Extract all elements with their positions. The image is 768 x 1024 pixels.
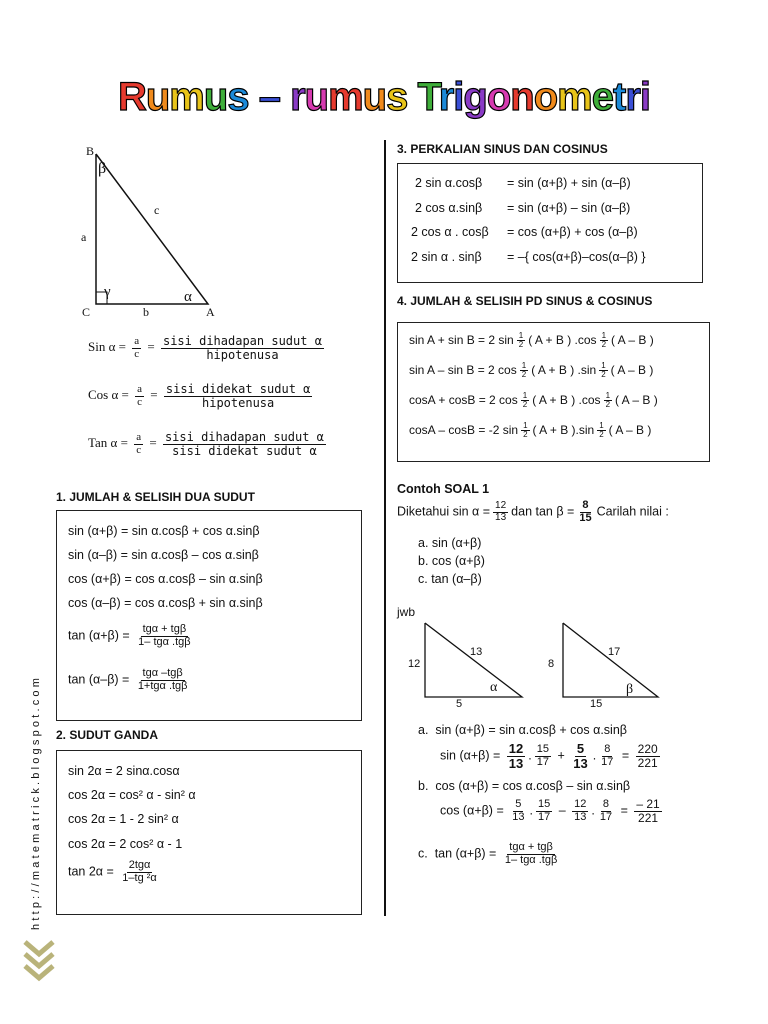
formula-row: sin (α+β) = sin α.cosβ + cos α.sinβ [68,524,260,538]
formula-row: cos 2α = 2 cos² α - 1 [68,837,183,851]
sum-diff-row: sin A + sin B = 2 sin $\frac{1}{2}$ ( A + B ) .cos $\frac{1}{2}$ ( A – B ) [409,331,654,350]
answer-b-line2: cos (α+β) = $\frac{5}{13}$ . $\frac{15}{17}$ – $\frac{12}{13}$ . $\frac{8}{17}$ = $\frac{- 21}{221}$ [440,797,660,825]
tri2-base-label: 15 [590,698,603,710]
example-item: b. cos (α+β) [418,554,485,568]
formula-tan-double: tan 2α = $\frac{\text{2tgα}}{\text{1–tg ²α}}$ [68,859,157,884]
formula-row: cos (α–β) = cos α.cosβ + sin α.sinβ [68,596,263,610]
tri1-hyp-label: 13 [470,646,483,658]
section-3-heading: 3. PERKALIAN SINUS DAN COSINUS [397,142,608,156]
formula-row: sin 2α = 2 sinα.cosα [68,764,180,778]
vertex-a-label: A [206,305,215,319]
answer-c: c. tan (α+β) = $\frac{\text{tgα + tgβ}}{\text{1– tgα .tgβ}}$ [418,841,558,866]
side-a-label: a [81,230,87,244]
product-row: 2 cos α.sinβ = sin (α+β) – sin (α–β) [415,201,631,215]
section-1-heading: 1. JUMLAH & SELISIH DUA SUDUT [56,490,255,504]
ratio-cos: Cos α = $\frac{a}{c}$ = $\frac{\text{sisi didekat sudut α}}{\text{hipotenusa}}$ [88,382,311,410]
formula-row: cos (α+β) = cos α.cosβ – sin α.sinβ [68,572,263,586]
vertex-c-label: C [82,305,91,319]
ratio-sin: Sin α = $\frac{a}{c}$ = $\frac{\text{sisi dihadapan sudut α}}{\text{hipotenusa}}$ [88,334,322,362]
tri1-base-label: 5 [456,698,463,710]
formula-row: cos 2α = 1 - 2 sin² α [68,812,179,826]
angle-gamma-label: γ [104,284,111,300]
formula-tan-plus: tan (α+β) = $\frac{\text{tgα + tgβ}}{\text{1– tgα .tgβ}}$ [68,623,191,648]
vertex-b-label: B [86,144,95,158]
tri1-side-label: 12 [408,658,421,670]
example-heading: Contoh SOAL 1 [397,482,490,496]
sum-diff-row: cosA – cosB = -2 sin $\frac{1}{2}$ ( A + B ).sin $\frac{1}{2}$ ( A – B ) [409,421,652,440]
example-question: Diketahui sin α = $\frac{12}{13}$ dan tan β = $\frac{8}{15}$ Carilah nilai : [397,499,669,524]
tri1-angle-label: α [490,680,498,695]
page-title: Rumus – rumus Trigonometri [117,75,651,119]
section-4-heading: 4. JUMLAH & SELISIH PD SINUS & COSINUS [397,294,653,308]
tri2-side-label: 8 [548,658,555,670]
column-divider [384,140,386,916]
example-item: a. sin (α+β) [418,536,482,550]
answer-b-line1: b. cos (α+β) = cos α.cosβ – sin α.sinβ [418,779,631,793]
product-row: 2 cos α . cosβ = cos (α+β) + cos (α–β) [411,225,638,239]
tri2-angle-label: β [626,682,634,697]
tri2-hyp-label: 17 [608,646,621,658]
answer-a-line1: a. sin (α+β) = sin α.cosβ + cos α.sinβ [418,723,627,737]
formula-tan-minus: tan (α–β) = $\frac{\text{tgα –tgβ}}{\text{1+tgα .tgβ}}$ [68,667,188,692]
formula-row: cos 2α = cos² α - sin² α [68,788,196,802]
formula-row: sin (α–β) = sin α.cosβ – cos α.sinβ [68,548,259,562]
product-row: 2 sin α.cosβ = sin (α+β) + sin (α–β) [415,176,631,190]
side-url: http://matematrick.blogspot.com [30,674,42,930]
answer-label: jwb [397,605,416,619]
section-2-heading: 2. SUDUT GANDA [56,728,159,742]
angle-alpha-label: α [184,289,192,305]
example-triangle-alpha [420,620,530,700]
angle-beta-label: β [98,160,107,177]
example-item: c. tan (α–β) [418,572,482,586]
sum-diff-row: sin A – sin B = 2 cos $\frac{1}{2}$ ( A + B ) .sin $\frac{1}{2}$ ( A – B ) [409,361,654,380]
product-row: 2 sin α . sinβ = –{ cos(α+β)–cos(α–β) } [411,250,646,264]
ratio-tan: Tan α = $\frac{a}{c}$ = $\frac{\text{sisi dihadapan sudut α}}{\text{sisi didekat sudut α}}$ [88,430,324,458]
example-triangle-beta [558,620,668,700]
answer-a-line2: sin (α+β) = $\frac{12}{13}$ . $\frac{15}{17}$ + $\frac{5}{13}$ . $\frac{8}{17}$ = $\frac{220}{221}$ [440,741,658,771]
side-b-label: b [143,305,149,319]
sum-diff-row: cosA + cosB = 2 cos $\frac{1}{2}$ ( A + B ) .cos $\frac{1}{2}$ ( A – B ) [409,391,658,410]
side-c-label: c [154,203,160,217]
chevron-logo-icon [22,938,56,982]
